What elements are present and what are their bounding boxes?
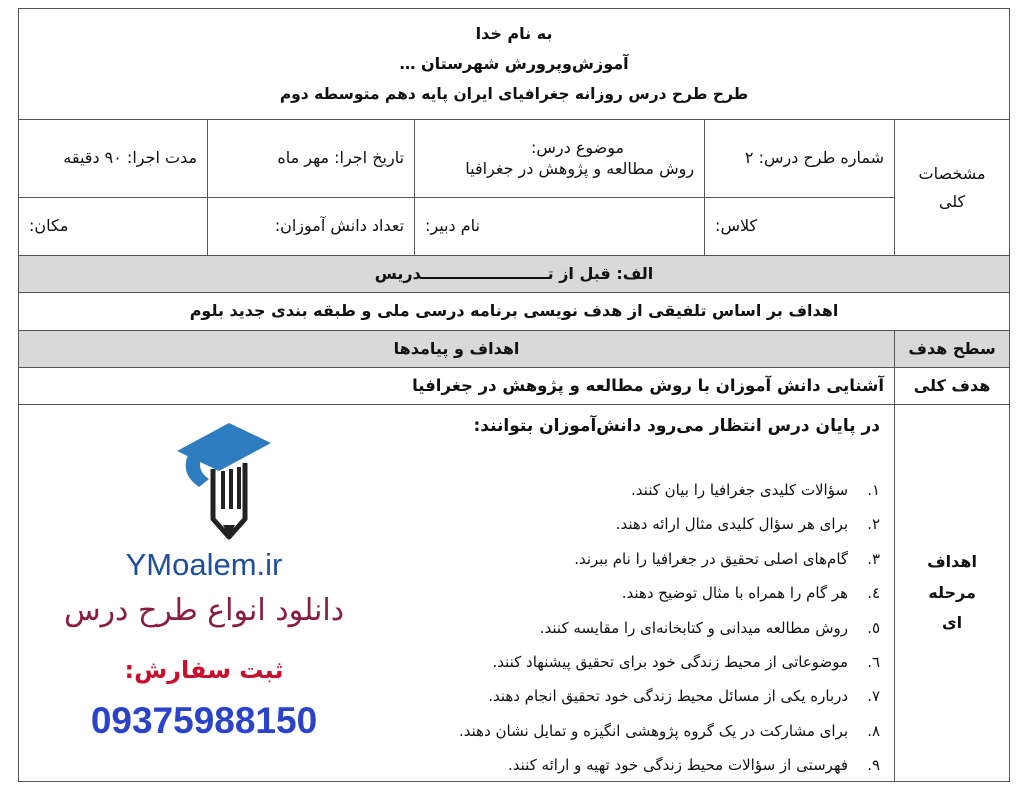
- graduation-pencil-logo-icon: [169, 413, 279, 543]
- stage-goal-text: روش مطالعه میدانی و کتابخانه‌ای را مقایسه کنند.: [539, 618, 849, 637]
- watermark: [19, 405, 419, 781]
- header-row: [19, 9, 1010, 120]
- watermark-order: ثبت سفارش:: [124, 656, 284, 684]
- objectives-basis: اهداف بر اساس تلفیقی از هدف نویسی برنامه درسی ملی و طبقه بندی جدید بلوم: [19, 293, 1010, 331]
- students-field: تعداد دانش آموزان:: [208, 198, 415, 256]
- general-goal: آشنایی دانش آموزان با روش مطالعه و پژوهش در جغرافیا: [19, 368, 895, 405]
- general-goal-label: هدف کلی: [895, 368, 1010, 405]
- objectives-basis-row: [19, 293, 1010, 331]
- stage-goal-text: برای هر سؤال کلیدی مثال ارائه دهند.: [615, 515, 849, 534]
- document-title: طرح طرح درس روزانه جغرافیای ایران پایه دهم متوسطه دوم: [279, 84, 749, 103]
- class-field: کلاس:: [705, 198, 895, 256]
- stage-goal-number: ٥.: [867, 618, 881, 637]
- stage-goal-number: ٤.: [867, 584, 881, 603]
- goals-header: اهداف و پیامدها: [19, 331, 895, 368]
- stage-goal-text: درباره یکی از مسائل محیط زندگی خود تحقیق انجام دهند.: [488, 687, 849, 706]
- stage-goal-number: ۹.: [867, 756, 881, 775]
- watermark-site: YMoalem.ir: [125, 547, 283, 582]
- stage-goal-number: ۳.: [867, 549, 881, 568]
- lesson-plan-table: [18, 8, 1010, 782]
- date-field: تاریخ اجرا: مهر ماه: [208, 120, 415, 198]
- lesson-number: شماره طرح درس: ۲: [705, 120, 895, 198]
- before-lesson-row: [19, 256, 1010, 293]
- subject-value: روش مطالعه و پژوهش در جغرافیا: [465, 158, 695, 178]
- stage-goals-cell: [19, 405, 895, 782]
- subject-label: موضوع درس:: [530, 137, 625, 157]
- stage-goal-text: هر گام را همراه با مثال توضیح دهند.: [621, 584, 849, 603]
- stage-goal-text: موضوعاتی از محیط زندگی خود برای تحقیق پیشنهاد کنند.: [492, 652, 849, 671]
- header-cell: [19, 9, 1010, 120]
- general-goal-row: [19, 368, 1010, 405]
- level-header: سطح هدف: [895, 331, 1010, 368]
- stage-goal-number: ٦.: [867, 652, 881, 671]
- stage-intro: در پایان درس انتظار می‌رود دانش‌آموزان بتوانند:: [473, 416, 881, 436]
- bismillah: به نام خدا: [475, 24, 553, 44]
- stage-goal-number: ۸.: [867, 721, 881, 740]
- stage-goals-label: اهداف مرحله ای: [895, 405, 1010, 782]
- department: آموزش‌وپرورش شهرستان …: [399, 53, 629, 73]
- teacher-field: نام دبیر:: [415, 198, 705, 256]
- stage-goal-text: گام‌های اصلی تحقیق در جغرافیا را نام ببرند.: [574, 549, 849, 568]
- stage-goal-text: برای مشارکت در یک گروه پژوهشی انگیزه و تمایل نشان دهند.: [458, 721, 849, 740]
- before-lesson-heading: الف: قبل از تـــــــــــــــــــــــدریس: [19, 256, 1010, 293]
- duration-field: مدت اجرا: ۹۰ دقیقه: [19, 120, 208, 198]
- stage-goals-row: [19, 405, 1010, 782]
- watermark-phone: 09375988150: [90, 700, 318, 741]
- general-row-2: [19, 198, 1010, 256]
- watermark-tagline: دانلود انواع طرح درس: [63, 593, 345, 628]
- subject-cell: [415, 120, 705, 198]
- general-row-1: [19, 120, 1010, 198]
- stage-goal-number: ۱.: [867, 481, 881, 499]
- stage-goal-number: ۲.: [867, 515, 881, 534]
- place-field: مکان:: [19, 198, 208, 256]
- stage-goal-text: سؤالات کلیدی جغرافیا را بیان کنند.: [631, 481, 849, 499]
- levels-header-row: [19, 331, 1010, 368]
- general-section-label: مشخصات کلی: [895, 120, 1010, 256]
- stage-goal-text: فهرستی از سؤالات محیط زندگی خود تهیه و ارائه کنند.: [507, 756, 849, 775]
- stage-goal-number: ۷.: [867, 687, 881, 706]
